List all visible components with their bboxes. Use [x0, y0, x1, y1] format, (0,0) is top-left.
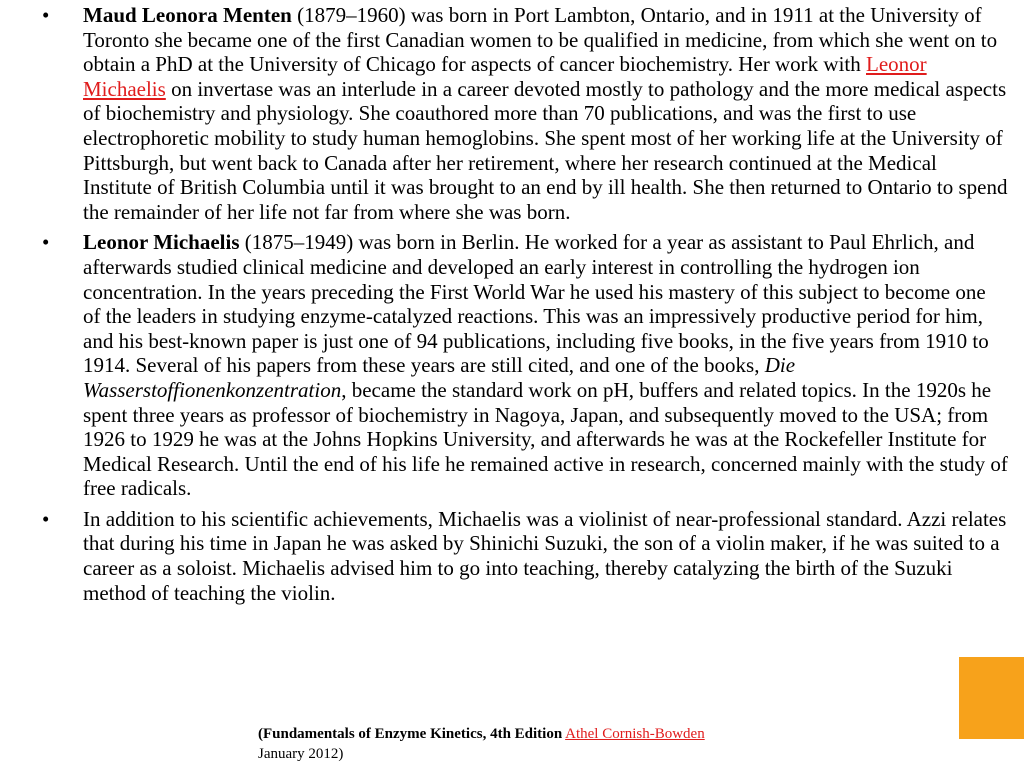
bullet-violinist [0, 507, 1024, 605]
citation [258, 724, 818, 764]
bio-text-menten-part2: on invertase was an interlude in a career devoted mostly to pathology and the more medical aspects of biochemistry and physiology. She coauthored more than 70 publications, and was the first to use electrophoretic mobility to study human hemoglobins. She spent most of her working life at the University of Pittsburgh, but went back to Canada after her retirement, where her research continued at the Medical Institute of British Columbia until it was brought to an end by ill health. She then returned to Ontario to spend the remainder of her life not far from where she was born. [83, 76, 1008, 224]
bullet-dot: • [42, 3, 50, 27]
citation-book-title: (Fundamentals of Enzyme Kinetics, 4th Edition [258, 726, 563, 742]
bio-text-violinist: In addition to his scientific achievements, Michaelis was a violinist of near-professional standard. Azzi relates that during his time in Japan he was asked by Shinichi Suzuki, the son of a violin maker, if he was suited to a career as a soloist. Michaelis advised him to go into teaching, thereby catalyzing the birth of the Suzuki method of teaching the violin. [83, 506, 1007, 605]
bio-text-menten-part1: (1879–1960) was born in Port Lambton, Ontario, and in 1911 at the University of Toronto she became one of the first Canadian women to be qualified in medicine, from which she went on to obtain a PhD at the University of Chicago for aspects of cancer biochemistry. Her work with [83, 3, 998, 77]
book-title: Die Wasserstoffionenkonzentration [83, 353, 796, 402]
bullet-michaelis [0, 230, 1024, 501]
bullet-list [0, 3, 1024, 611]
citation-date: January 2012) [258, 746, 344, 762]
bio-text-michaelis-part2: , became the standard work on pH, buffers and related topics. In the 1920s he spent three years as professor of biochemistry in Nagoya, Japan, and subsequently moved to the USA; from 1926 to 1929 he was at the Johns Hopkins University, and afterwards he was at the Rockefeller Institute for Medical Research. Until the end of his life he remained active in research, concerned mainly with the study of free radicals. [83, 377, 1008, 501]
bullet-menten [0, 3, 1024, 224]
person-name-menten: Maud Leonora Menten [83, 3, 292, 27]
bio-text-michaelis-part1: (1875–1949) was born in Berlin. He worked for a year as assistant to Paul Ehrlich, and afterwards studied clinical medicine and developed an early interest in controlling the hydrogen ion concentration. In the years preceding the First World War he used his mastery of this subject to become one of the leaders in studying enzyme-catalyzed reactions. This was an impressively productive period for him, and his best-known paper is just one of 94 publications, including five books, in the five years from 1910 to 1914. Several of his papers from these years are still cited, and one of the books, [83, 230, 989, 378]
citation-author-link[interactable]: Athel Cornish-Bowden [565, 726, 705, 742]
orange-decoration-box [959, 657, 1024, 739]
person-name-michaelis: Leonor Michaelis [83, 230, 240, 255]
bullet-dot: • [42, 230, 50, 255]
link-leonor-michaelis[interactable]: Leonor Michaelis [83, 52, 927, 101]
bullet-dot: • [42, 506, 50, 531]
